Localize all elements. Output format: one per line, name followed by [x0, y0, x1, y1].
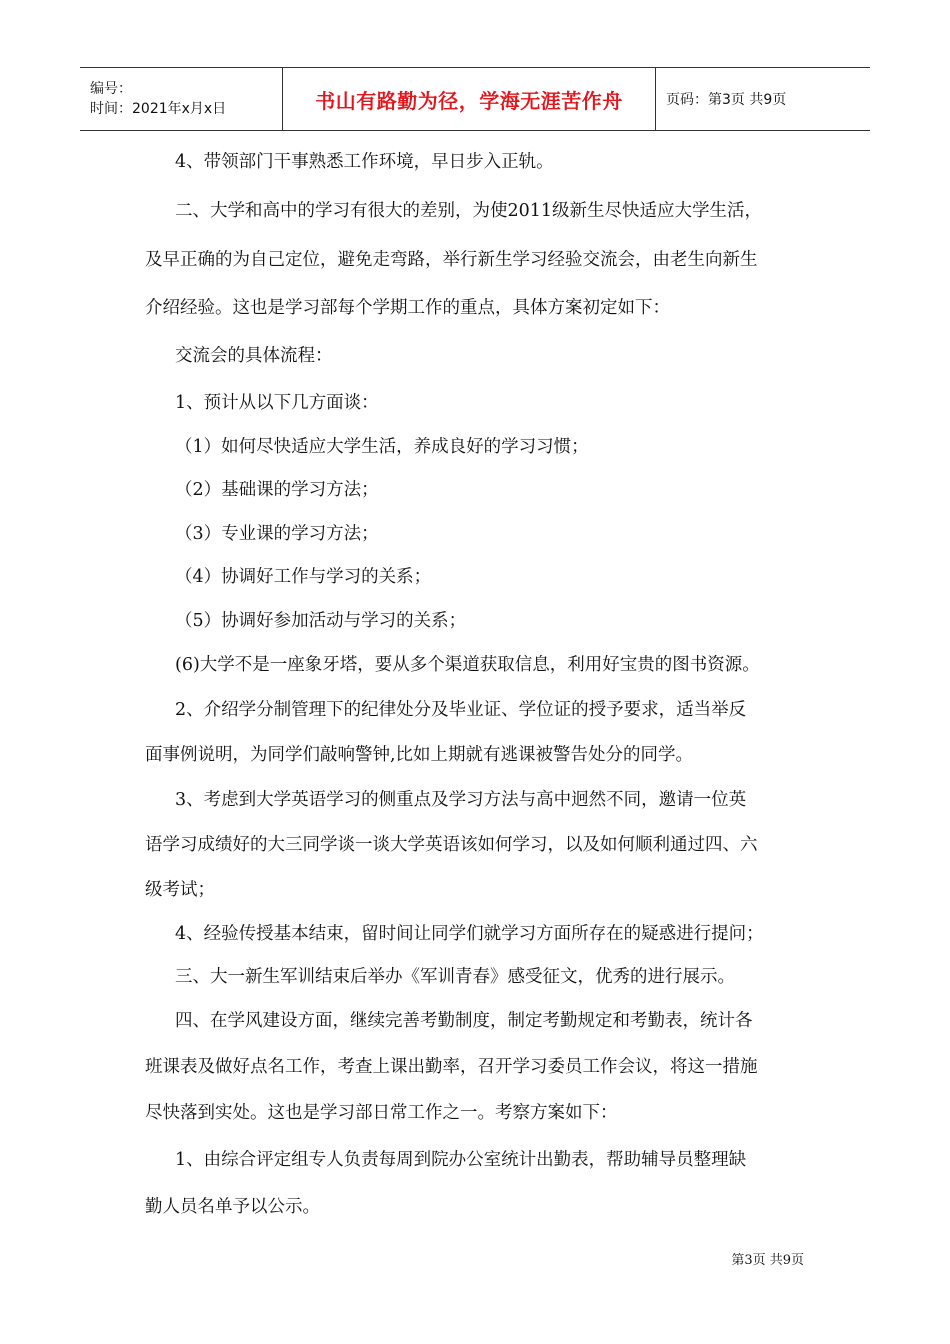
- body-line: （1）如何尽快适应大学生活，养成良好的学习习惯；: [175, 437, 589, 457]
- body-line: 尽快落到实处。这也是学习部日常工作之一。考察方案如下：: [145, 1103, 618, 1123]
- body-line: 3、考虑到大学英语学习的侧重点及学习方法与高中迥然不同，邀请一位英: [175, 790, 747, 810]
- body-line: 四、在学风建设方面，继续完善考勤制度，制定考勤规定和考勤表，统计各: [175, 1011, 753, 1031]
- body-line: (6)大学不是一座象牙塔，要从多个渠道获取信息，利用好宝贵的图书资源。: [175, 655, 760, 675]
- body-line: 班课表及做好点名工作，考查上课出勤率，召开学习委员工作会议，将这一措施: [145, 1057, 758, 1077]
- footer-page-number: 第3页 共9页: [731, 1253, 804, 1268]
- body-line: （2）基础课的学习方法；: [175, 480, 379, 500]
- body-line: 1、由综合评定组专人负责每周到院办公室统计出勤表，帮助辅导员整理缺: [175, 1150, 747, 1170]
- body-line: 勤人员名单予以公示。: [145, 1197, 320, 1217]
- body-line: 及早正确的为自己定位，避免走弯路，举行新生学习经验交流会，由老生向新生: [145, 250, 758, 270]
- document-number-label: 编号：: [90, 81, 132, 97]
- body-line: 4、带领部门干事熟悉工作环境，早日步入正轨。: [175, 152, 554, 172]
- body-line: 1、预计从以下几方面谈：: [175, 393, 379, 413]
- header-motto: 书山有路勤为径，学海无涯苦作舟: [283, 68, 656, 130]
- body-line: 4、经验传授基本结束，留时间让同学们就学习方面所存在的疑惑进行提问；: [175, 924, 764, 944]
- document-time-label: 时间：2021年x月x日: [90, 101, 227, 117]
- header-meta-cell: [80, 68, 283, 130]
- body-line: 三、大一新生军训结束后举办《军训青春》感受征文，优秀的进行展示。: [175, 967, 735, 987]
- body-line: 语学习成绩好的大三同学谈一谈大学英语该如何学习，以及如何顺利通过四、六: [145, 835, 758, 855]
- body-line: 面事例说明，为同学们敲响警钟,比如上期就有逃课被警告处分的同学。: [145, 745, 694, 765]
- body-line: （5）协调好参加活动与学习的关系；: [175, 611, 467, 631]
- body-line: 二、大学和高中的学习有很大的差别，为使2011级新生尽快适应大学生活，: [175, 201, 763, 221]
- header-page-number: 页码：第3页 共9页: [666, 92, 787, 108]
- body-line: 介绍经验。这也是学习部每个学期工作的重点，具体方案初定如下：: [145, 298, 670, 318]
- body-line: （3）专业课的学习方法；: [175, 524, 379, 544]
- body-line: 级考试；: [145, 880, 215, 900]
- body-line: 交流会的具体流程：: [175, 346, 333, 366]
- document-header: [80, 67, 870, 131]
- body-line: （4）协调好工作与学习的关系；: [175, 567, 432, 587]
- body-line: 2、介绍学分制管理下的纪律处分及毕业证、学位证的授予要求，适当举反: [175, 700, 747, 720]
